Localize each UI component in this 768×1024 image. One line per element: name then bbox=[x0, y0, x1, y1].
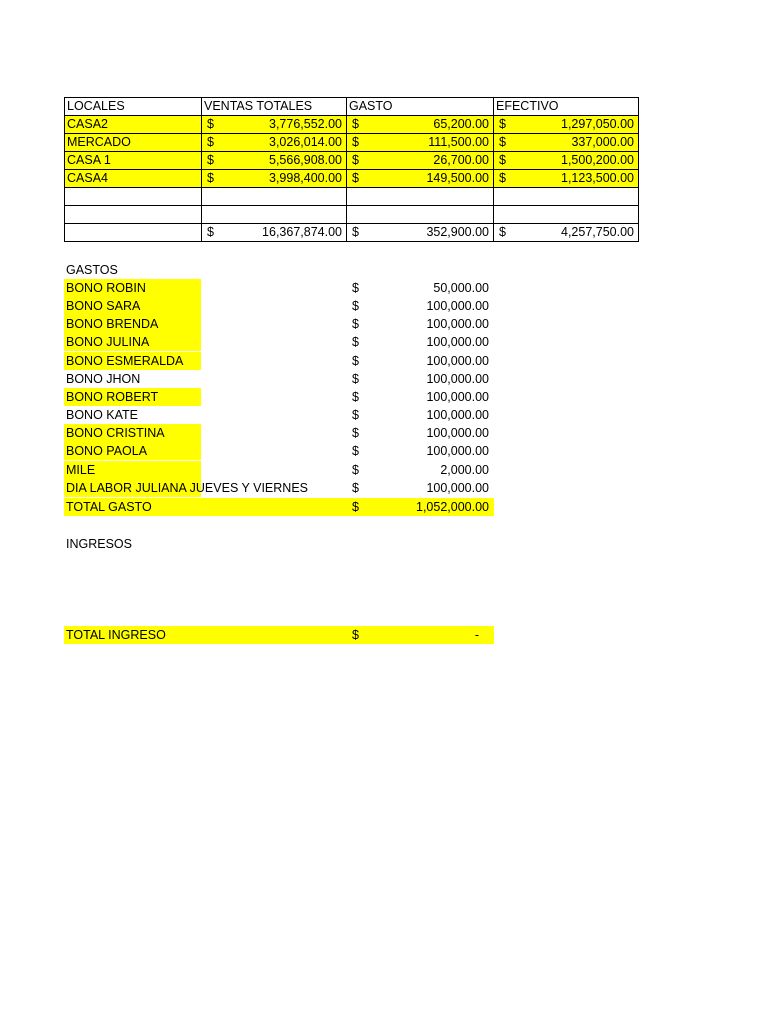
header-gasto[interactable] bbox=[347, 98, 494, 116]
efectivo-value: 337,000.00 bbox=[571, 135, 634, 149]
currency-symbol: $ bbox=[352, 299, 359, 313]
expense-amount: 100,000.00 bbox=[426, 317, 489, 331]
empty-row bbox=[65, 206, 639, 224]
total-gasto-row[interactable] bbox=[64, 498, 494, 516]
total-efectivo-cell[interactable] bbox=[494, 224, 639, 242]
expense-row[interactable] bbox=[64, 315, 494, 333]
header-efectivo[interactable] bbox=[494, 98, 639, 116]
local-name: CASA4 bbox=[67, 171, 108, 185]
empty-cell[interactable] bbox=[65, 188, 202, 206]
currency-symbol: $ bbox=[207, 117, 214, 131]
expense-label: BONO ESMERALDA bbox=[66, 354, 184, 368]
expense-label: BONO ROBIN bbox=[66, 281, 146, 295]
empty-cell[interactable] bbox=[65, 224, 202, 242]
ventas-value: 3,998,400.00 bbox=[269, 171, 342, 185]
currency-symbol: $ bbox=[352, 372, 359, 386]
expense-amount: 2,000.00 bbox=[440, 463, 489, 477]
local-name: CASA 1 bbox=[67, 153, 111, 167]
currency-symbol: $ bbox=[352, 500, 359, 514]
table-header-row bbox=[65, 98, 639, 116]
total-gasto-value: 352,900.00 bbox=[426, 225, 489, 239]
currency-symbol: $ bbox=[352, 117, 359, 131]
currency-symbol: $ bbox=[499, 171, 506, 185]
total-ventas-cell[interactable] bbox=[202, 224, 347, 242]
cell-gasto[interactable] bbox=[347, 152, 494, 170]
expense-amount: 100,000.00 bbox=[426, 444, 489, 458]
empty-cell[interactable] bbox=[494, 188, 639, 206]
total-ingreso-amount: - bbox=[474, 628, 479, 642]
expense-row[interactable] bbox=[64, 370, 494, 388]
cell-ventas[interactable] bbox=[202, 152, 347, 170]
expense-label: MILE bbox=[66, 463, 96, 477]
expense-row[interactable] bbox=[64, 424, 494, 442]
expense-amount: 100,000.00 bbox=[426, 481, 489, 495]
header-label: GASTO bbox=[349, 99, 393, 113]
currency-symbol: $ bbox=[499, 225, 506, 239]
header-ventas[interactable] bbox=[202, 98, 347, 116]
expense-label: BONO JULINA bbox=[66, 335, 150, 349]
gasto-value: 26,700.00 bbox=[433, 153, 489, 167]
empty-cell[interactable] bbox=[494, 206, 639, 224]
empty-cell[interactable] bbox=[202, 206, 347, 224]
cell-local[interactable] bbox=[65, 170, 202, 188]
expense-row[interactable] bbox=[64, 406, 494, 424]
cell-efectivo[interactable] bbox=[494, 170, 639, 188]
efectivo-value: 1,297,050.00 bbox=[561, 117, 634, 131]
currency-symbol: $ bbox=[207, 225, 214, 239]
currency-symbol: $ bbox=[352, 481, 359, 495]
total-gasto-label: TOTAL GASTO bbox=[66, 500, 152, 514]
expense-row[interactable] bbox=[64, 442, 494, 460]
expense-row[interactable] bbox=[64, 333, 494, 351]
currency-symbol: $ bbox=[499, 117, 506, 131]
header-label: VENTAS TOTALES bbox=[204, 99, 313, 113]
expense-row[interactable] bbox=[64, 461, 494, 479]
cell-ventas[interactable] bbox=[202, 116, 347, 134]
expense-label: DIA LABOR JULIANA JUEVES Y VIERNES bbox=[66, 481, 308, 495]
total-gasto-cell[interactable] bbox=[347, 224, 494, 242]
totals-row bbox=[65, 224, 639, 242]
currency-symbol: $ bbox=[499, 135, 506, 149]
efectivo-value: 1,123,500.00 bbox=[561, 171, 634, 185]
currency-symbol: $ bbox=[499, 153, 506, 167]
total-efectivo-value: 4,257,750.00 bbox=[561, 225, 634, 239]
efectivo-value: 1,500,200.00 bbox=[561, 153, 634, 167]
cell-efectivo[interactable] bbox=[494, 116, 639, 134]
expense-amount: 100,000.00 bbox=[426, 299, 489, 313]
header-label: EFECTIVO bbox=[496, 99, 559, 113]
expense-label: BONO BRENDA bbox=[66, 317, 159, 331]
cell-gasto[interactable] bbox=[347, 134, 494, 152]
expense-amount: 100,000.00 bbox=[426, 335, 489, 349]
currency-symbol: $ bbox=[352, 444, 359, 458]
expense-amount: 50,000.00 bbox=[433, 281, 489, 295]
ventas-value: 5,566,908.00 bbox=[269, 153, 342, 167]
gasto-value: 149,500.00 bbox=[426, 171, 489, 185]
gasto-value: 65,200.00 bbox=[433, 117, 489, 131]
local-name: MERCADO bbox=[67, 135, 131, 149]
currency-symbol: $ bbox=[352, 317, 359, 331]
currency-symbol: $ bbox=[352, 335, 359, 349]
local-name: CASA2 bbox=[67, 117, 108, 131]
cell-efectivo[interactable] bbox=[494, 134, 639, 152]
cell-efectivo[interactable] bbox=[494, 152, 639, 170]
empty-cell[interactable] bbox=[347, 188, 494, 206]
currency-symbol: $ bbox=[207, 171, 214, 185]
currency-symbol: $ bbox=[352, 408, 359, 422]
cell-ventas[interactable] bbox=[202, 134, 347, 152]
currency-symbol: $ bbox=[352, 463, 359, 477]
currency-symbol: $ bbox=[352, 135, 359, 149]
currency-symbol: $ bbox=[352, 390, 359, 404]
currency-symbol: $ bbox=[352, 153, 359, 167]
gastos-title[interactable]: GASTOS bbox=[66, 263, 118, 277]
table-row bbox=[65, 134, 639, 152]
ventas-value: 3,776,552.00 bbox=[269, 117, 342, 131]
empty-cell[interactable] bbox=[347, 206, 494, 224]
currency-symbol: $ bbox=[207, 153, 214, 167]
currency-symbol: $ bbox=[207, 135, 214, 149]
expense-row[interactable] bbox=[64, 297, 494, 315]
table-row bbox=[65, 152, 639, 170]
empty-cell[interactable] bbox=[65, 206, 202, 224]
expense-row[interactable] bbox=[64, 388, 494, 406]
expense-label: BONO PAOLA bbox=[66, 444, 148, 458]
cell-gasto[interactable] bbox=[347, 116, 494, 134]
cell-local[interactable] bbox=[65, 134, 202, 152]
currency-symbol: $ bbox=[352, 426, 359, 440]
table-row bbox=[65, 170, 639, 188]
total-ingreso-row[interactable] bbox=[64, 626, 494, 644]
ventas-value: 3,026,014.00 bbox=[269, 135, 342, 149]
currency-symbol: $ bbox=[352, 171, 359, 185]
gasto-value: 111,500.00 bbox=[428, 135, 489, 149]
expense-row[interactable] bbox=[64, 279, 494, 297]
table-row bbox=[65, 116, 639, 134]
expense-amount: 100,000.00 bbox=[426, 354, 489, 368]
empty-row bbox=[65, 188, 639, 206]
expense-label: BONO JHON bbox=[66, 372, 141, 386]
expense-row[interactable] bbox=[64, 479, 494, 497]
locales-table bbox=[64, 97, 639, 242]
expense-label: BONO KATE bbox=[66, 408, 139, 422]
cell-gasto[interactable] bbox=[347, 170, 494, 188]
expense-row[interactable] bbox=[64, 352, 494, 370]
cell-ventas[interactable] bbox=[202, 170, 347, 188]
expense-label: BONO ROBERT bbox=[66, 390, 159, 404]
currency-symbol: $ bbox=[352, 354, 359, 368]
total-ventas-value: 16,367,874.00 bbox=[262, 225, 342, 239]
header-locales[interactable] bbox=[65, 98, 202, 116]
expense-label: BONO CRISTINA bbox=[66, 426, 165, 440]
expense-amount: 100,000.00 bbox=[426, 426, 489, 440]
total-ingreso-label: TOTAL INGRESO bbox=[66, 628, 166, 642]
empty-cell[interactable] bbox=[202, 188, 347, 206]
currency-symbol: $ bbox=[352, 628, 359, 642]
expense-amount: 100,000.00 bbox=[426, 390, 489, 404]
currency-symbol: $ bbox=[352, 281, 359, 295]
cell-local[interactable] bbox=[65, 152, 202, 170]
header-label: LOCALES bbox=[67, 99, 125, 113]
expense-amount: 100,000.00 bbox=[426, 408, 489, 422]
total-gasto-amount: 1,052,000.00 bbox=[416, 500, 489, 514]
ingresos-title[interactable]: INGRESOS bbox=[66, 537, 132, 551]
expense-amount: 100,000.00 bbox=[426, 372, 489, 386]
cell-local[interactable] bbox=[65, 116, 202, 134]
currency-symbol: $ bbox=[352, 225, 359, 239]
expense-label: BONO SARA bbox=[66, 299, 141, 313]
